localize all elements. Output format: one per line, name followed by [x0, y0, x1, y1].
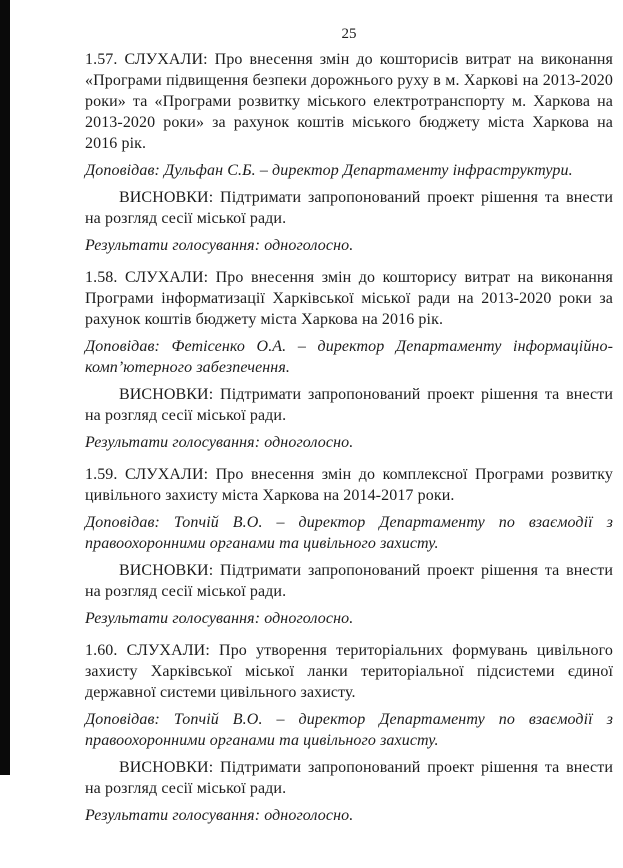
conclusions-paragraph: ВИСНОВКИ: Підтримати запропонований проект рішення та внести на розгляд сесії міської ради.	[85, 386, 613, 424]
page-number: 25	[341, 26, 357, 42]
reporter-line: Доповідав: Дульфан С.Б. – директор Департаменту інфраструктури.	[85, 162, 573, 179]
conclusions-paragraph: ВИСНОВКИ: Підтримати запропонований проект рішення та внести на розгляд сесії міської ради.	[85, 562, 613, 600]
agenda-item-1-59	[85, 464, 613, 629]
vote-result-line: Результати голосування: одноголосно.	[85, 807, 354, 824]
conclusions-paragraph: ВИСНОВКИ: Підтримати запропонований проект рішення та внести на розгляд сесії міської ради.	[85, 759, 613, 797]
reporter-line: Доповідав: Фетісенко О.А. – директор Департаменту інформаційно-комп’ютерного забезпечення.	[85, 338, 613, 376]
heard-paragraph: 1.60. СЛУХАЛИ: Про утворення територіальних формувань цивільного захисту Харківської міської ланки територіальної підсистеми єдиної державної системи цивільного захисту.	[85, 642, 613, 701]
agenda-item-1-58	[85, 267, 613, 453]
heard-paragraph: 1.58. СЛУХАЛИ: Про внесення змін до кошторису витрат на виконання Програми інформатизації Харківської міської ради на 2013-2020 роки за рахунок коштів бюджету міста Харкова на 2016 рік.	[85, 269, 613, 328]
vote-result-line: Результати голосування: одноголосно.	[85, 610, 354, 627]
agenda-item-1-57	[85, 49, 613, 256]
vote-result-line: Результати голосування: одноголосно.	[85, 237, 354, 254]
heard-paragraph: 1.57. СЛУХАЛИ: Про внесення змін до кошторисів витрат на виконання «Програми підвищення безпеки дорожнього руху в м. Харкові на 2013-2020 роки» та «Програми розвитку міського електротранспорту м. Харкова на 2013-2020 роки» за рахунок коштів міського бюджету міста Харкова на 2016 рік.	[85, 51, 613, 152]
page-content	[85, 24, 613, 837]
agenda-item-1-60	[85, 640, 613, 826]
conclusions-paragraph: ВИСНОВКИ: Підтримати запропонований проект рішення та внести на розгляд сесії міської ради.	[85, 189, 613, 227]
vote-result-line: Результати голосування: одноголосно.	[85, 434, 354, 451]
reporter-line: Доповідав: Топчій В.О. – директор Департаменту по взаємодії з правоохоронними органами та цивільного захисту.	[85, 514, 613, 552]
reporter-line: Доповідав: Топчій В.О. – директор Департаменту по взаємодії з правоохоронними органами та цивільного захисту.	[85, 711, 613, 749]
heard-paragraph: 1.59. СЛУХАЛИ: Про внесення змін до комплексної Програми розвитку цивільного захисту міста Харкова на 2014-2017 роки.	[85, 466, 613, 504]
scan-edge-artifact	[0, 0, 10, 775]
